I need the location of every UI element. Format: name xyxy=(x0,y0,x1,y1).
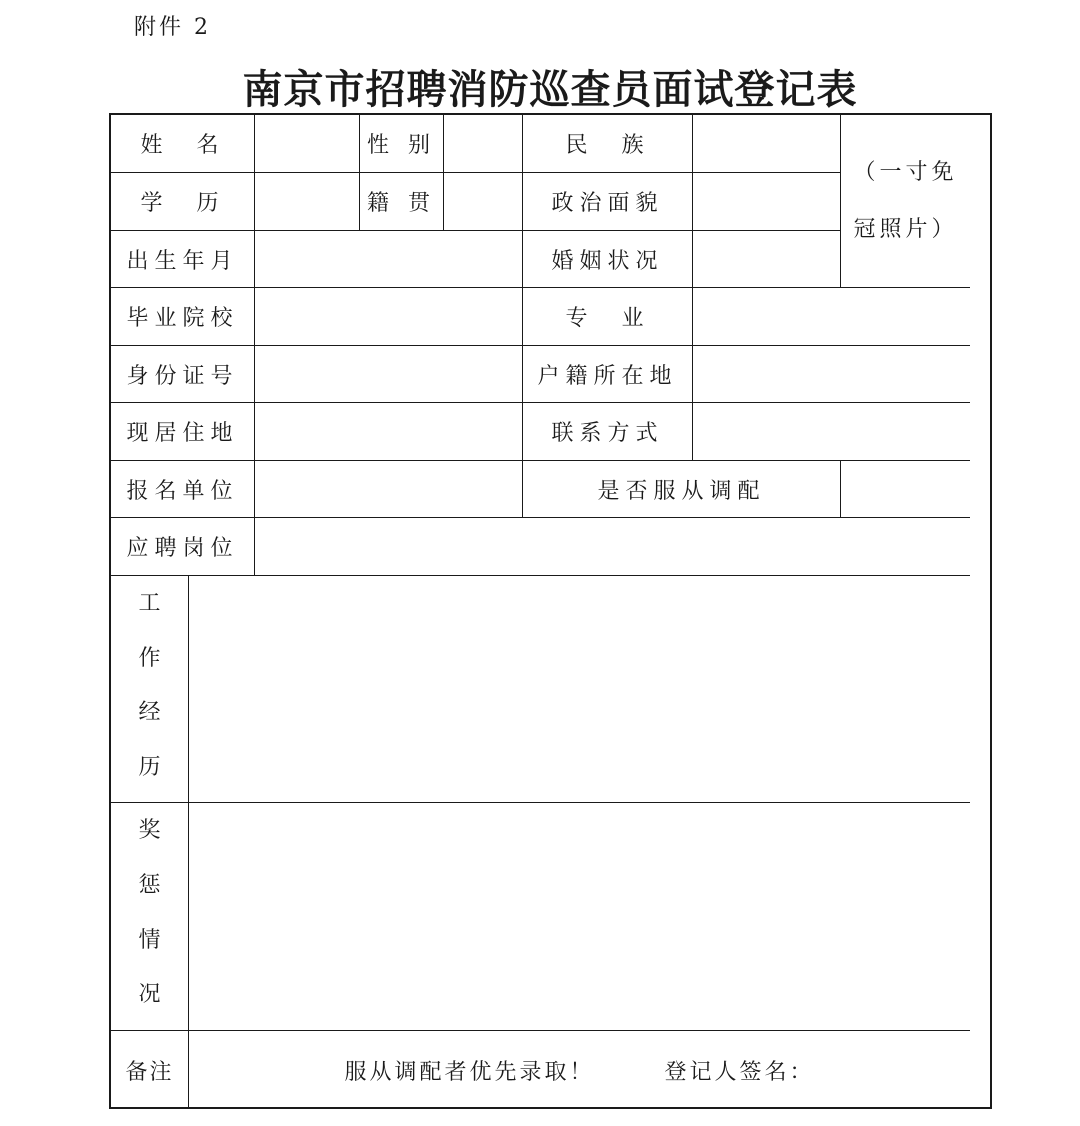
field-ethnicity[interactable] xyxy=(693,115,841,173)
label-ethnicity: 民 族 xyxy=(523,115,693,173)
work-history-char-2: 作 xyxy=(138,645,161,671)
field-accept-reassignment[interactable] xyxy=(841,461,970,518)
field-id-number[interactable] xyxy=(255,346,523,403)
label-rewards-punishments xyxy=(111,803,189,1031)
label-remarks: 备注 xyxy=(111,1031,189,1109)
field-marital-status[interactable] xyxy=(693,231,841,288)
remarks-row xyxy=(189,1031,970,1109)
field-position[interactable] xyxy=(255,518,970,576)
attachment-label: 附件 2 xyxy=(134,15,211,40)
registrar-signature-label: 登记人签名： xyxy=(664,1059,815,1085)
field-education[interactable] xyxy=(255,173,360,231)
work-history-char-3: 经 xyxy=(138,700,161,725)
field-residence[interactable] xyxy=(255,403,523,461)
work-history-char-4: 历 xyxy=(138,754,161,780)
rewards-char-3: 情 xyxy=(138,927,161,953)
label-school: 毕业院校 xyxy=(111,288,255,346)
label-name: 姓 名 xyxy=(111,115,255,173)
remarks-text: 服从调配者优先录取！ xyxy=(344,1059,595,1085)
form-title: 南京市招聘消防巡查员面试登记表 xyxy=(242,66,858,113)
label-birth: 出生年月 xyxy=(111,231,255,288)
label-id-number: 身份证号 xyxy=(111,346,255,403)
label-marital-status: 婚姻状况 xyxy=(523,231,693,288)
rewards-char-4: 况 xyxy=(138,982,161,1008)
label-accept-reassignment: 是否服从调配 xyxy=(523,461,841,518)
label-work-history xyxy=(111,576,189,803)
label-residence: 现居住地 xyxy=(111,403,255,461)
field-work-history[interactable] xyxy=(189,576,970,803)
work-history-char-1: 工 xyxy=(138,591,161,616)
field-gender[interactable] xyxy=(444,115,523,173)
label-political-status: 政治面貌 xyxy=(523,173,693,231)
field-political-status[interactable] xyxy=(693,173,841,231)
photo-box[interactable] xyxy=(841,115,970,288)
label-contact: 联系方式 xyxy=(523,403,693,461)
rewards-char-2: 惩 xyxy=(138,872,161,898)
field-apply-unit[interactable] xyxy=(255,461,523,518)
label-apply-unit: 报名单位 xyxy=(111,461,255,518)
field-name[interactable] xyxy=(255,115,360,173)
photo-note-line-1: （一寸免 xyxy=(853,160,958,185)
field-household-location[interactable] xyxy=(693,346,970,403)
label-native-place: 籍 贯 xyxy=(360,173,444,231)
registration-form-table xyxy=(109,113,992,1109)
field-native-place[interactable] xyxy=(444,173,523,231)
label-gender: 性 别 xyxy=(360,115,444,173)
field-major[interactable] xyxy=(693,288,970,346)
photo-note-line-2: 冠照片） xyxy=(853,217,958,242)
label-major: 专 业 xyxy=(523,288,693,346)
field-birth[interactable] xyxy=(255,231,523,288)
rewards-char-1: 奖 xyxy=(138,818,161,843)
label-household-location: 户籍所在地 xyxy=(523,346,693,403)
field-school[interactable] xyxy=(255,288,523,346)
field-contact[interactable] xyxy=(693,403,970,461)
label-education: 学 历 xyxy=(111,173,255,231)
label-position: 应聘岗位 xyxy=(111,518,255,576)
field-rewards-punishments[interactable] xyxy=(189,803,970,1031)
